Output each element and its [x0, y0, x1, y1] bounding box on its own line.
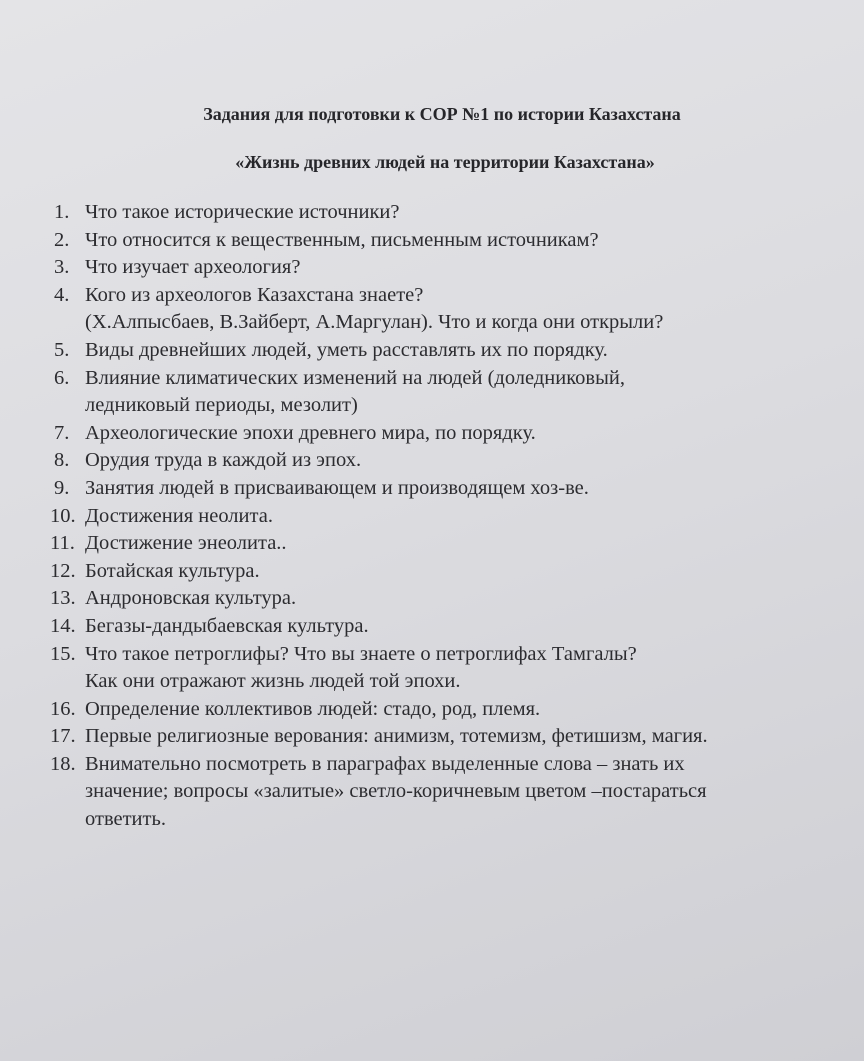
list-item-number: 1.: [54, 201, 70, 223]
list-item-number: 4.: [54, 283, 70, 306]
list-item-text: значение; вопросы «залитые» светло-коричневым цветом –постараться: [85, 780, 707, 803]
list-item: [50, 254, 860, 282]
list-item-text: Внимательно посмотреть в параграфах выделенные слова – знать их: [85, 752, 685, 775]
list-item: [50, 199, 860, 227]
list-item-number: 15.: [50, 642, 76, 665]
list-item: [50, 337, 860, 365]
list-item-number: 10.: [50, 504, 76, 527]
list-item-text: Орудия труда в каждой из эпох.: [85, 449, 362, 472]
list-item: [50, 585, 860, 613]
list-item-text: Андроновская культура.: [85, 587, 297, 610]
list-item-text: Занятия людей в присваивающем и производящем хоз-ве.: [85, 476, 589, 499]
list-item-text: Что такое петроглифы? Что вы знаете о петроглифах Тамгалы?: [85, 642, 637, 665]
list-item: [50, 558, 860, 586]
list-item-text: Что такое исторические источники?: [85, 201, 400, 223]
list-item: [50, 723, 860, 751]
list-item: [50, 475, 860, 503]
list-item: [50, 365, 860, 420]
list-item-text: Бегазы-дандыбаевская культура.: [85, 614, 369, 637]
list-item-number: 18.: [50, 752, 76, 775]
page-title: Задания для подготовки к СОР №1 по истории Казахстана: [203, 104, 681, 124]
list-item-number: 13.: [50, 587, 76, 610]
list-item-text: Виды древнейших людей, уметь расставлять их по порядку.: [85, 338, 608, 361]
list-item: [50, 420, 860, 448]
list-item-text: Что изучает археология?: [85, 256, 301, 279]
list-item-number: 2.: [54, 228, 70, 251]
list-item-number: 6.: [54, 366, 70, 389]
task-list: [50, 199, 860, 834]
list-item: [50, 503, 860, 531]
list-item-number: 5.: [54, 338, 70, 361]
list-item: [50, 530, 860, 558]
list-item: [50, 227, 860, 255]
list-item-number: 8.: [54, 449, 70, 472]
list-item: [50, 447, 860, 475]
list-item: [50, 641, 860, 696]
list-item-number: 12.: [50, 559, 76, 582]
page-subtitle: «Жизнь древних людей на территории Казахстана»: [235, 152, 655, 172]
list-item-number: 17.: [50, 725, 76, 748]
list-item-text: Влияние климатических изменений на людей (доледниковый,: [85, 366, 625, 389]
list-item-text: ледниковый периоды, мезолит): [85, 394, 358, 417]
list-item-number: 14.: [50, 614, 76, 637]
list-item-number: 7.: [54, 421, 70, 444]
list-item-text: Определение коллективов людей: стадо, род, племя.: [85, 697, 541, 720]
list-item-text: Как они отражают жизнь людей той эпохи.: [85, 670, 461, 693]
list-item-text: (Х.Алпысбаев, В.Зайберт, А.Маргулан). Что и когда они открыли?: [85, 311, 664, 334]
list-item-text: Ботайская культура.: [85, 559, 260, 582]
list-item-text: Первые религиозные верования: анимизм, тотемизм, фетишизм, магия.: [85, 725, 708, 748]
list-item-text: Что относится к вещественным, письменным источникам?: [85, 228, 599, 251]
list-item-text: ответить.: [85, 808, 166, 831]
list-item-number: 3.: [54, 256, 70, 279]
list-item-text: Кого из археологов Казахстана знаете?: [85, 283, 424, 306]
list-item-text: Археологические эпохи древнего мира, по порядку.: [85, 421, 536, 444]
list-item-text: Достижение энеолита..: [85, 532, 287, 555]
list-item-number: 11.: [50, 532, 75, 555]
list-item-text: Достижения неолита.: [85, 504, 273, 527]
list-item-number: 9.: [54, 476, 70, 499]
list-item: [50, 696, 860, 724]
list-item: [50, 613, 860, 641]
list-item-number: 16.: [50, 697, 76, 720]
list-item: [50, 751, 860, 834]
list-item: [50, 282, 860, 337]
